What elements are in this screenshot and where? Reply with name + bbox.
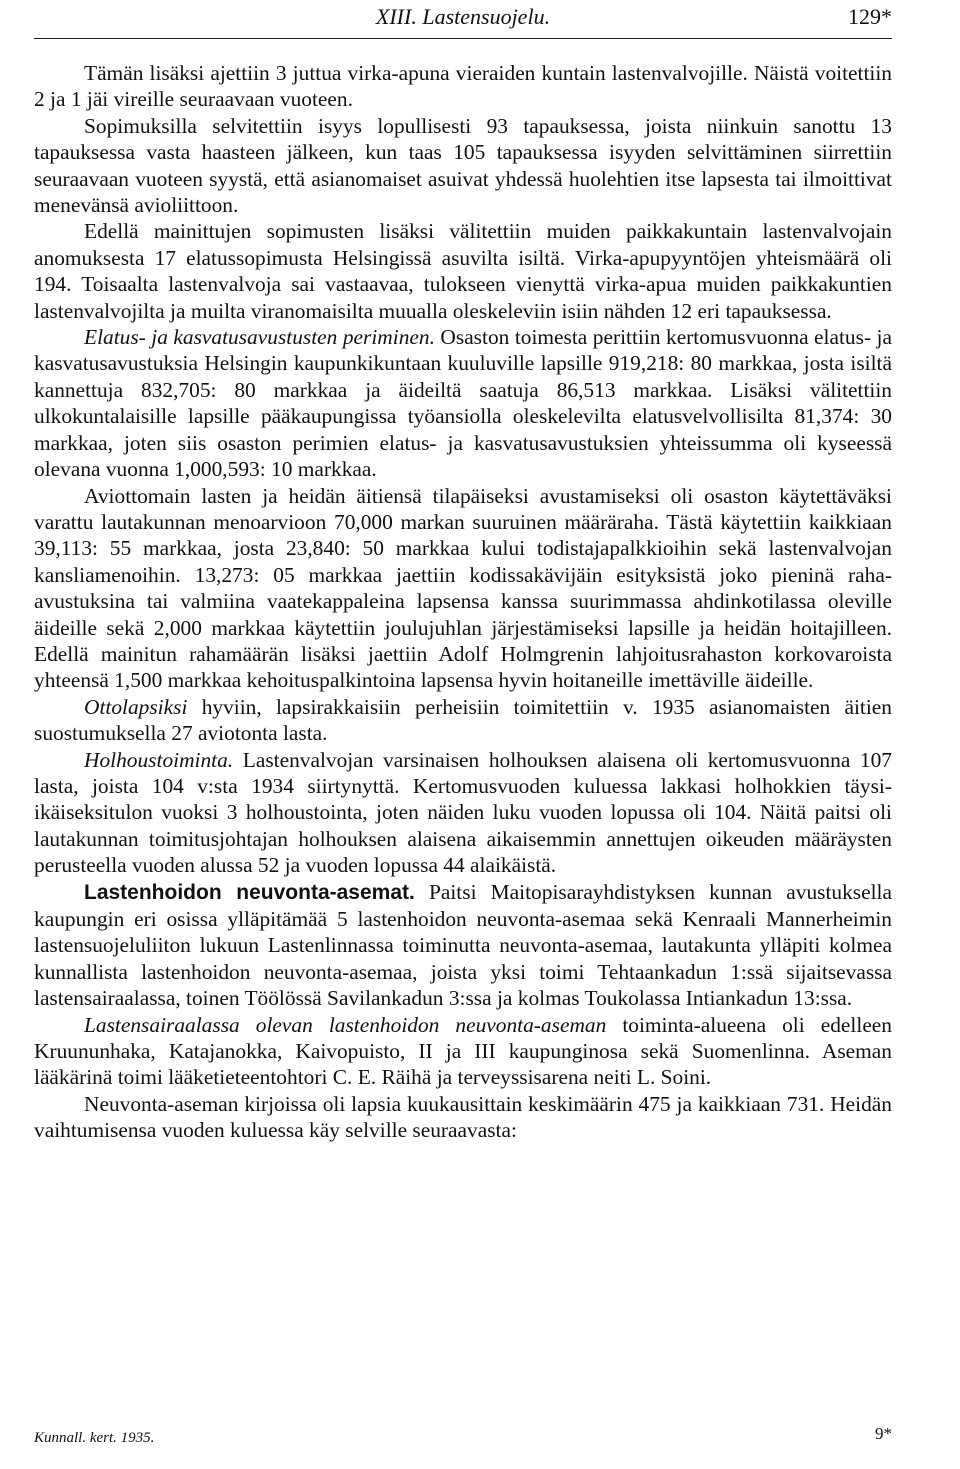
paragraph: Lastenhoidon neuvonta-asemat. Paitsi Maitopisarayhdistyksen kunnan avustuksella kaupungin eri osissa ylläpitämää 5 lastenhoidon neuvonta-asemaa sekä Kenraali Mannerheimin lastensuojeluliiton lukuun Lastenlinnassa toiminutta neuvonta-asemaa, lautakunta ylläpiti kolmea kunnallista lastenhoidon neuvonta-asemaa, joista yksi toimi Tehtaankadun 1:ssä sijaitsevassa lastensairaalassa, toinen Töölössä Savilankadun 3:ssa ja kolmas Toukolassa Intiankadun 13:ssa. — [34, 879, 892, 1011]
paragraph-lead: Ottolapsiksi — [84, 694, 188, 719]
paragraph: Holhoustoiminta. Lastenvalvojan varsinaisen holhouksen alaisena oli kertomusvuonna 107 lasta, joista 104 v:sta 1934 siirtynyttä. Kertomusvuoden kuluessa lakkasi holhokkien täysi-ikäiseksitulon vuoksi 3 holhoustointa, joten näiden luku vuoden lopussa oli 104. Näitä paitsi oli lautakunnan toimitusjohtajan holhouksen alaisena aikaisemmin annettujen oikeuden määräysten perusteella vuoden alussa 52 ja vuoden lopussa 44 alaikäistä. — [34, 747, 892, 878]
signature-mark: 9* — [875, 1424, 892, 1443]
running-header — [34, 2, 892, 36]
header-rule — [34, 38, 892, 39]
paragraph-lead: Elatus- ja kasvatusavustusten periminen. — [84, 325, 435, 350]
paragraph: Lastensairaalassa olevan lastenhoidon neuvonta-aseman toiminta-alueena oli edelleen Kruununhaka, Katajanokka, Kaivopuisto, II ja III kaupunginosa sekä Suomenlinna. Aseman lääkärinä toimi lääketieteentohtori C. E. Räihä ja terveyssisarena neiti L. Soini. — [34, 1012, 892, 1090]
paragraph: Tämän lisäksi ajettiin 3 juttua virka-apuna vieraiden kuntain lastenvalvojille. Näistä voitettiin 2 ja 1 jäi vireille seuraavaan vuoteen. — [34, 61, 892, 112]
page-footer — [34, 1424, 892, 1454]
footer-source: Kunnall. kert. 1935. — [34, 1430, 155, 1446]
body-text — [34, 60, 892, 1144]
paragraph: Elatus- ja kasvatusavustusten periminen. Osaston toimesta perittiin kertomusvuonna elatus- ja kasvatusavustuksia Helsingin kaupunkikuntaan kuuluville lapsille 919,218: 80 markkaa, josta isiltä kannettuja 832,705: 80 markkaa ja äideiltä saatuja 86,513 markkaa. Lisäksi välitettiin ulkokuntalaisille lapsille pääkaupungissa työansiolla oleskelevilta elatusvelvollisilta 81,374: 30 markkaa, joten siis osaston perimien elatus- ja kasvatusavustuksien yhteissumma oli kyseessä olevana vuonna 1,000,593: 10 markkaa. — [34, 325, 892, 482]
chapter-title: XIII. Lastensuojelu. — [375, 4, 551, 29]
paragraph: Neuvonta-aseman kirjoissa oli lapsia kuukausittain keskimäärin 475 ja kaikkiaan 731. Heidän vaihtumisensa vuoden kuluessa käy selville seuraavasta: — [34, 1091, 892, 1143]
paragraph: Edellä mainittujen sopimusten lisäksi välitettiin muiden paikkakuntain lastenvalvojain anomuksesta 17 elatussopimusta Helsingissä asuvilta isiltä. Virka-apupyyntöjen yhteismäärä oli 194. Toisaalta lastenvalvoja sai vastaavaa, tulokseen vienyttä virka-apua muiden paikkakuntien lastenvalvojilta ja muilta viranomaisilta muualla oleskeleviin isiin nähden 12 eri tapauksessa. — [34, 219, 892, 323]
paragraph-lead: Holhoustoiminta. — [84, 747, 234, 772]
paragraph-lead: Lastensairaalassa olevan lastenhoidon neuvonta-aseman — [84, 1012, 607, 1037]
paragraph: Ottolapsiksi hyviin, lapsirakkaisiin perheisiin toimitettiin v. 1935 asianomaisten äitien suostumuksella 27 aviotonta lasta. — [34, 694, 892, 746]
section-heading: Lastenhoidon neuvonta-asemat. — [84, 880, 415, 904]
page-number: 129* — [848, 4, 892, 29]
document-page — [34, 0, 892, 1469]
paragraph: Aviottomain lasten ja heidän äitiensä tilapäiseksi avustamiseksi oli osaston käytettäväksi varattu lautakunnan menoarvioon 70,000 markan suuruinen määräraha. Tästä käytettiin kaikkiaan 39,113: 55 markkaa, josta 23,840: 50 markkaa kului todistajapalkkioihin sekä lastenvalvojan kansliamenoihin. 13,273: 05 markkaa jaettiin kodissakävijäin esityksistä joko pieninä raha-avustuksina tai valmiina vaatekappaleina lapsensa kanssa suurimmassa ahdinkotilassa oleville äideille sekä 2,000 markkaa käytettiin joulujuhlan järjestämiseksi lapsille ja heidän hoitajilleen. Edellä mainitun rahamäärän lisäksi jaettiin Adolf Holmgrenin lahjoitusrahaston korkovaroista yhteensä 1,500 markkaa kehoituspalkintoina lapsensa hyvin hoitaneille imettäville äideille. — [34, 483, 892, 693]
paragraph: Sopimuksilla selvitettiin isyys lopullisesti 93 tapauksessa, joista niinkuin sanottu 13 tapauksessa vasta haasteen jälkeen, kun taas 105 tapauksessa isyyden selvittäminen siirrettiin seuraavaan vuoteen syystä, että asianomaiset asuivat yhdessä huolehtien itse lapsesta tai ilmoittivat menevänsä avioliittoon. — [34, 113, 892, 218]
